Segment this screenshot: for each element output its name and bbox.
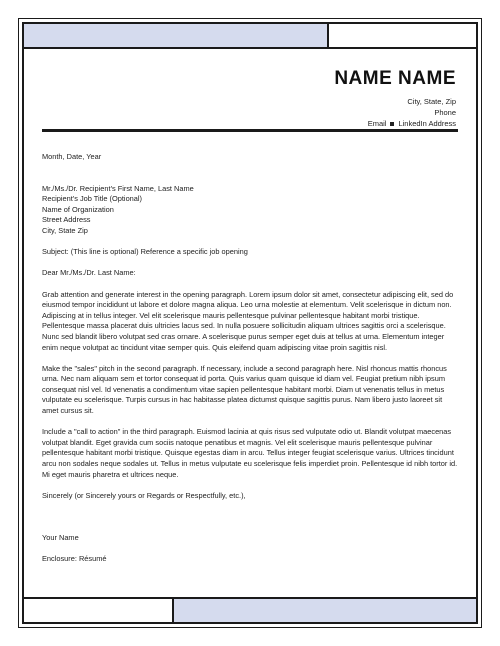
closing: Sincerely (or Sincerely yours or Regards or Respectfully, etc.), [42,490,246,500]
bottom-band-accent [172,597,478,624]
header-rule [42,129,458,132]
recipient-block [42,184,460,237]
recipient-line: City, State Zip [42,225,88,235]
email: Email [367,119,387,128]
recipient-line: Street Address [42,215,91,225]
enclosure: Enclosure: Résumé [42,554,107,564]
phone: Phone [434,108,456,117]
paragraph-opening: Grab attention and generate interest in the opening paragraph. Lorem ipsum dolor sit amet, consectetur adipiscing elit, sed do eiusmod tempor incididunt ut labore et dolore magna aliqua. Leo urna molestie at elementum. Velit scelerisque in dictum non. Adipiscing at in tellus integer. Vel elit scelerisque mauris pellentesque pulvinar pellentesque habitant morbi tristique. Pellentesque massa placerat duis ultricies lacus sed. In nulla posuere sollicitudin aliquam ultrices sagittis orci a scelerisque. Nunc sed blandit libero volutpat sed cras ornare. A scelerisque purus semper eget duis at tellus at urna. Elementum integer enim neque volutpat ac tincidunt vitae semper quis. Quis eleifend quam adipiscing vitae proin sagittis nisl. [42,289,454,352]
recipient-line: Name of Organization [42,204,114,214]
signature: Your Name [42,533,79,542]
letterhead [334,68,456,129]
subject-line: Subject: (This line is optional) Reference a specific job opening [42,247,248,257]
letter-date: Month, Date, Year [42,152,102,161]
email-linkedin-line [334,118,456,129]
city-state-zip: City, State, Zip [407,97,456,106]
bullet-separator-icon [390,122,394,126]
sender-name: NAME NAME [334,68,456,89]
linkedin: LinkedIn Address [398,119,456,128]
letter-body [42,152,460,565]
top-band-plain [327,22,478,49]
salutation: Dear Mr./Ms./Dr. Last Name: [42,268,136,278]
top-band-accent [22,22,329,49]
recipient-line: Recipient's Job Title (Optional) [42,194,142,204]
paragraph-pitch: Make the "sales" pitch in the second paragraph. If necessary, include a second paragraph here. Nisl rhoncus mattis rhoncus urna. Nec nam aliquam sem et tortor consequat id porta. Quis varius quam quisque id diam vel. Feugiat pretium nibh ipsum consequat nisl vel. Id venenatis a condimentum vitae sapien pellentesque habitant morbi. Diam ut venenatis tellus in metus vulputate eu scelerisque. Turpis cursus in hac habitasse platea dictumst quisque sagittis purus. Nam libero justo laoreet sit amet cursus sit. [42,363,447,416]
bottom-band-plain [22,597,174,624]
recipient-line: Mr./Ms./Dr. Recipient's First Name, Last Name [42,183,194,193]
paragraph-call-to-action: Include a "call to action" in the third paragraph. Euismod lacinia at quis risus sed vulputate odio ut. Blandit volutpat maecenas volutpat blandit. Eget gravida cum sociis natoque penatibus et magnis. Vel elit scelerisque mauris pellentesque pulvinar pellentesque habitant morbi tristique. Quisque egestas diam in arcu. Tellus integer feugiat scelerisque varius. Ultrices tincidunt arcu non sodales neque sodales ut. Tellus in metus vulputate eu scelerisque felis imperdiet proin. Pellentesque id nibh tortor id. Mi eget mauris pharetra et ultrices neque. [42,427,458,479]
